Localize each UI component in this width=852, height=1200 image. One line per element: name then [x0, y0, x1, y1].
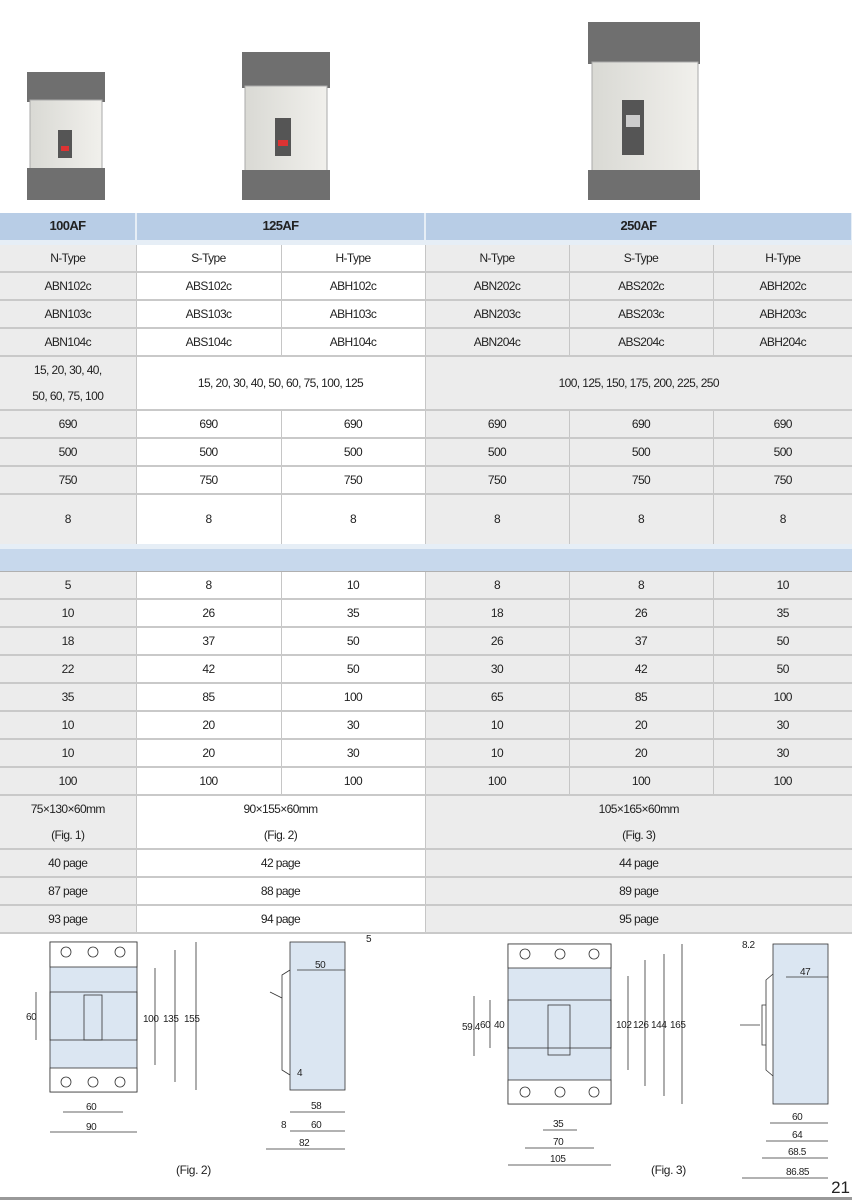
- fig2-dim-60s: 60: [311, 1120, 322, 1131]
- table-cell: 8: [569, 494, 713, 547]
- fig2-dim-h60: 60: [26, 1012, 37, 1023]
- fig3-dim-35: 35: [553, 1119, 564, 1130]
- table-cell: 65: [425, 683, 569, 711]
- table-cell: 30: [713, 739, 852, 767]
- table-cell: 10: [0, 711, 136, 739]
- fig3-dim-60: 60: [480, 1020, 491, 1031]
- table-cell: 89 page: [425, 877, 852, 905]
- fig2-front-view: [26, 942, 200, 1133]
- fig3-dim-102: 102: [616, 1020, 632, 1031]
- fig3-dim-top: 8.2: [742, 940, 755, 951]
- table-cell: 18: [425, 599, 569, 627]
- table-cell: 85: [136, 683, 281, 711]
- table-cell: 750: [425, 466, 569, 494]
- table-cell: 10: [425, 739, 569, 767]
- fig3-dim-64: 64: [792, 1130, 803, 1141]
- table-row: [0, 683, 852, 711]
- table-cell: 42: [569, 655, 713, 683]
- table-cell: 15, 20, 30, 40, 50, 60, 75, 100, 125: [136, 356, 425, 410]
- table-row: [0, 572, 852, 600]
- table-cell: 26: [425, 627, 569, 655]
- table-cell: 100: [281, 683, 425, 711]
- header-cell: 100AF: [0, 213, 136, 242]
- table-cell: 750: [136, 466, 281, 494]
- page-number: 21: [831, 1178, 850, 1197]
- table-cell: ABS102c: [136, 272, 281, 300]
- table-cell: ABH103c: [281, 300, 425, 328]
- table-cell: 20: [136, 739, 281, 767]
- section-band-row: [0, 547, 852, 572]
- table-cell: ABH203c: [713, 300, 852, 328]
- table-row: [0, 438, 852, 466]
- table-cell: 50: [281, 627, 425, 655]
- table-cell: 100: [569, 767, 713, 795]
- table-cell: 8: [425, 494, 569, 547]
- table-cell: 95 page: [425, 905, 852, 933]
- fig3-dim-86: 86.85: [786, 1167, 810, 1178]
- header-cell: 125AF: [136, 213, 425, 242]
- breaker-250af-image: [588, 22, 700, 200]
- table-cell: 100, 125, 150, 175, 200, 225, 250: [425, 356, 852, 410]
- table-row: [0, 795, 852, 849]
- table-cell: 8: [0, 494, 136, 547]
- table-cell: ABH204c: [713, 328, 852, 356]
- table-row: [0, 877, 852, 905]
- fig3-dim-68: 68.5: [788, 1147, 806, 1158]
- table-cell: 750: [0, 466, 136, 494]
- table-cell: 18: [0, 627, 136, 655]
- table-cell: 90×155×60mm (Fig. 2): [136, 795, 425, 849]
- table-cell: 26: [136, 599, 281, 627]
- table-cell: ABN102c: [0, 272, 136, 300]
- table-row: [0, 300, 852, 328]
- fig3-dim-70: 70: [553, 1137, 564, 1148]
- fig2-dim-155: 155: [184, 1014, 200, 1025]
- table-row: [0, 410, 852, 438]
- table-row: [0, 767, 852, 795]
- table-cell: 35: [0, 683, 136, 711]
- table-row: [0, 655, 852, 683]
- header-cell: 250AF: [425, 213, 852, 242]
- table-cell: 37: [569, 627, 713, 655]
- fig2-dim-50: 50: [315, 960, 326, 971]
- table-cell: 30: [281, 739, 425, 767]
- table-cell: 10: [0, 739, 136, 767]
- table-cell: ABN204c: [425, 328, 569, 356]
- fig3-dim-126: 126: [633, 1020, 649, 1031]
- table-cell: 10: [281, 572, 425, 600]
- table-cell: ABS103c: [136, 300, 281, 328]
- table-cell: ABS202c: [569, 272, 713, 300]
- table-cell: 500: [0, 438, 136, 466]
- table-cell: 105×165×60mm (Fig. 3): [425, 795, 852, 849]
- table-cell: 93 page: [0, 905, 136, 933]
- table-cell: S-Type: [569, 242, 713, 272]
- table-cell: ABS203c: [569, 300, 713, 328]
- table-cell: H-Type: [281, 242, 425, 272]
- table-cell: 690: [425, 410, 569, 438]
- table-cell: S-Type: [136, 242, 281, 272]
- table-cell: 88 page: [136, 877, 425, 905]
- table-cell: ABH102c: [281, 272, 425, 300]
- fig2-dim-82: 82: [299, 1138, 310, 1149]
- fig2-caption: (Fig. 2): [176, 1163, 211, 1177]
- table-cell: 15, 20, 30, 40, 50, 60, 75, 100: [0, 356, 136, 410]
- table-cell: 100: [0, 767, 136, 795]
- table-cell: 750: [281, 466, 425, 494]
- table-cell: 10: [713, 572, 852, 600]
- table-cell: 42 page: [136, 849, 425, 877]
- table-cell: 50: [281, 655, 425, 683]
- table-cell: 30: [425, 655, 569, 683]
- table-cell: 40 page: [0, 849, 136, 877]
- table-cell: 500: [425, 438, 569, 466]
- table-cell: 750: [569, 466, 713, 494]
- table-row: [0, 466, 852, 494]
- fig3-dim-165: 165: [670, 1020, 686, 1031]
- fig2-dim-8: 8: [281, 1120, 287, 1131]
- table-cell: 30: [281, 711, 425, 739]
- table-cell: 100: [713, 767, 852, 795]
- table-cell: ABN202c: [425, 272, 569, 300]
- table-cell: ABH202c: [713, 272, 852, 300]
- table-cell: 100: [425, 767, 569, 795]
- breaker-100af-image: [27, 72, 105, 200]
- table-row: [0, 494, 852, 547]
- table-cell: 5: [0, 572, 136, 600]
- band-cell: [0, 547, 852, 572]
- table-cell: N-Type: [425, 242, 569, 272]
- table-row: [0, 711, 852, 739]
- table-row: [0, 242, 852, 272]
- table-cell: H-Type: [713, 242, 852, 272]
- fig3-dim-47: 47: [800, 967, 811, 978]
- table-header-row: [0, 213, 852, 242]
- fig3-dim-105: 105: [550, 1154, 566, 1165]
- table-cell: ABN103c: [0, 300, 136, 328]
- table-cell: 8: [281, 494, 425, 547]
- spec-table: [0, 213, 852, 934]
- table-cell: ABH104c: [281, 328, 425, 356]
- table-cell: 500: [136, 438, 281, 466]
- table-cell: N-Type: [0, 242, 136, 272]
- table-cell: ABS104c: [136, 328, 281, 356]
- fig3-dim-144: 144: [651, 1020, 667, 1031]
- table-cell: 10: [425, 711, 569, 739]
- table-cell: 8: [136, 572, 281, 600]
- breaker-125af-image: [242, 52, 330, 200]
- table-row: [0, 272, 852, 300]
- table-cell: 690: [136, 410, 281, 438]
- table-cell: 35: [281, 599, 425, 627]
- table-row: [0, 627, 852, 655]
- table-cell: 30: [713, 711, 852, 739]
- table-cell: 37: [136, 627, 281, 655]
- table-cell: 690: [0, 410, 136, 438]
- table-cell: 75×130×60mm (Fig. 1): [0, 795, 136, 849]
- fig2-dim-100: 100: [143, 1014, 159, 1025]
- table-cell: 8: [136, 494, 281, 547]
- table-cell: 690: [281, 410, 425, 438]
- fig3-front-view: [462, 944, 686, 1165]
- table-cell: 500: [713, 438, 852, 466]
- fig3-dim-40: 40: [494, 1020, 505, 1031]
- fig3-dim-59: 59.4: [462, 1022, 480, 1033]
- table-cell: 85: [569, 683, 713, 711]
- table-cell: 100: [136, 767, 281, 795]
- table-cell: 42: [136, 655, 281, 683]
- product-photos: [0, 0, 852, 210]
- table-cell: 50: [713, 627, 852, 655]
- fig3-dim-60s: 60: [792, 1112, 803, 1123]
- fig2-dim-58: 58: [311, 1101, 322, 1112]
- table-cell: 20: [569, 711, 713, 739]
- table-cell: 500: [281, 438, 425, 466]
- table-cell: 8: [425, 572, 569, 600]
- fig2-dim-top: 5: [366, 934, 372, 945]
- table-cell: 750: [713, 466, 852, 494]
- fig2-dim-135: 135: [163, 1014, 179, 1025]
- table-cell: 100: [281, 767, 425, 795]
- table-cell: ABN203c: [425, 300, 569, 328]
- table-cell: 87 page: [0, 877, 136, 905]
- table-row: [0, 849, 852, 877]
- table-cell: 22: [0, 655, 136, 683]
- table-cell: 500: [569, 438, 713, 466]
- table-cell: 35: [713, 599, 852, 627]
- table-cell: ABN104c: [0, 328, 136, 356]
- table-row: [0, 739, 852, 767]
- table-cell: 8: [713, 494, 852, 547]
- fig2-dim-4: 4: [297, 1068, 303, 1079]
- table-cell: 20: [136, 711, 281, 739]
- dimension-drawings: [0, 920, 852, 1200]
- fig3-side-view: [740, 940, 828, 1178]
- fig2-side-view: [266, 934, 372, 1149]
- table-row: [0, 356, 852, 410]
- fig3-caption: (Fig. 3): [651, 1163, 686, 1177]
- table-row: [0, 328, 852, 356]
- table-cell: 50: [713, 655, 852, 683]
- table-cell: 20: [569, 739, 713, 767]
- fig2-dim-90: 90: [86, 1122, 97, 1133]
- table-cell: 94 page: [136, 905, 425, 933]
- table-cell: 8: [569, 572, 713, 600]
- fig2-dim-60: 60: [86, 1102, 97, 1113]
- table-cell: 10: [0, 599, 136, 627]
- table-cell: 100: [713, 683, 852, 711]
- table-cell: 690: [569, 410, 713, 438]
- table-row: [0, 599, 852, 627]
- table-cell: 44 page: [425, 849, 852, 877]
- table-cell: 690: [713, 410, 852, 438]
- table-cell: ABS204c: [569, 328, 713, 356]
- table-cell: 26: [569, 599, 713, 627]
